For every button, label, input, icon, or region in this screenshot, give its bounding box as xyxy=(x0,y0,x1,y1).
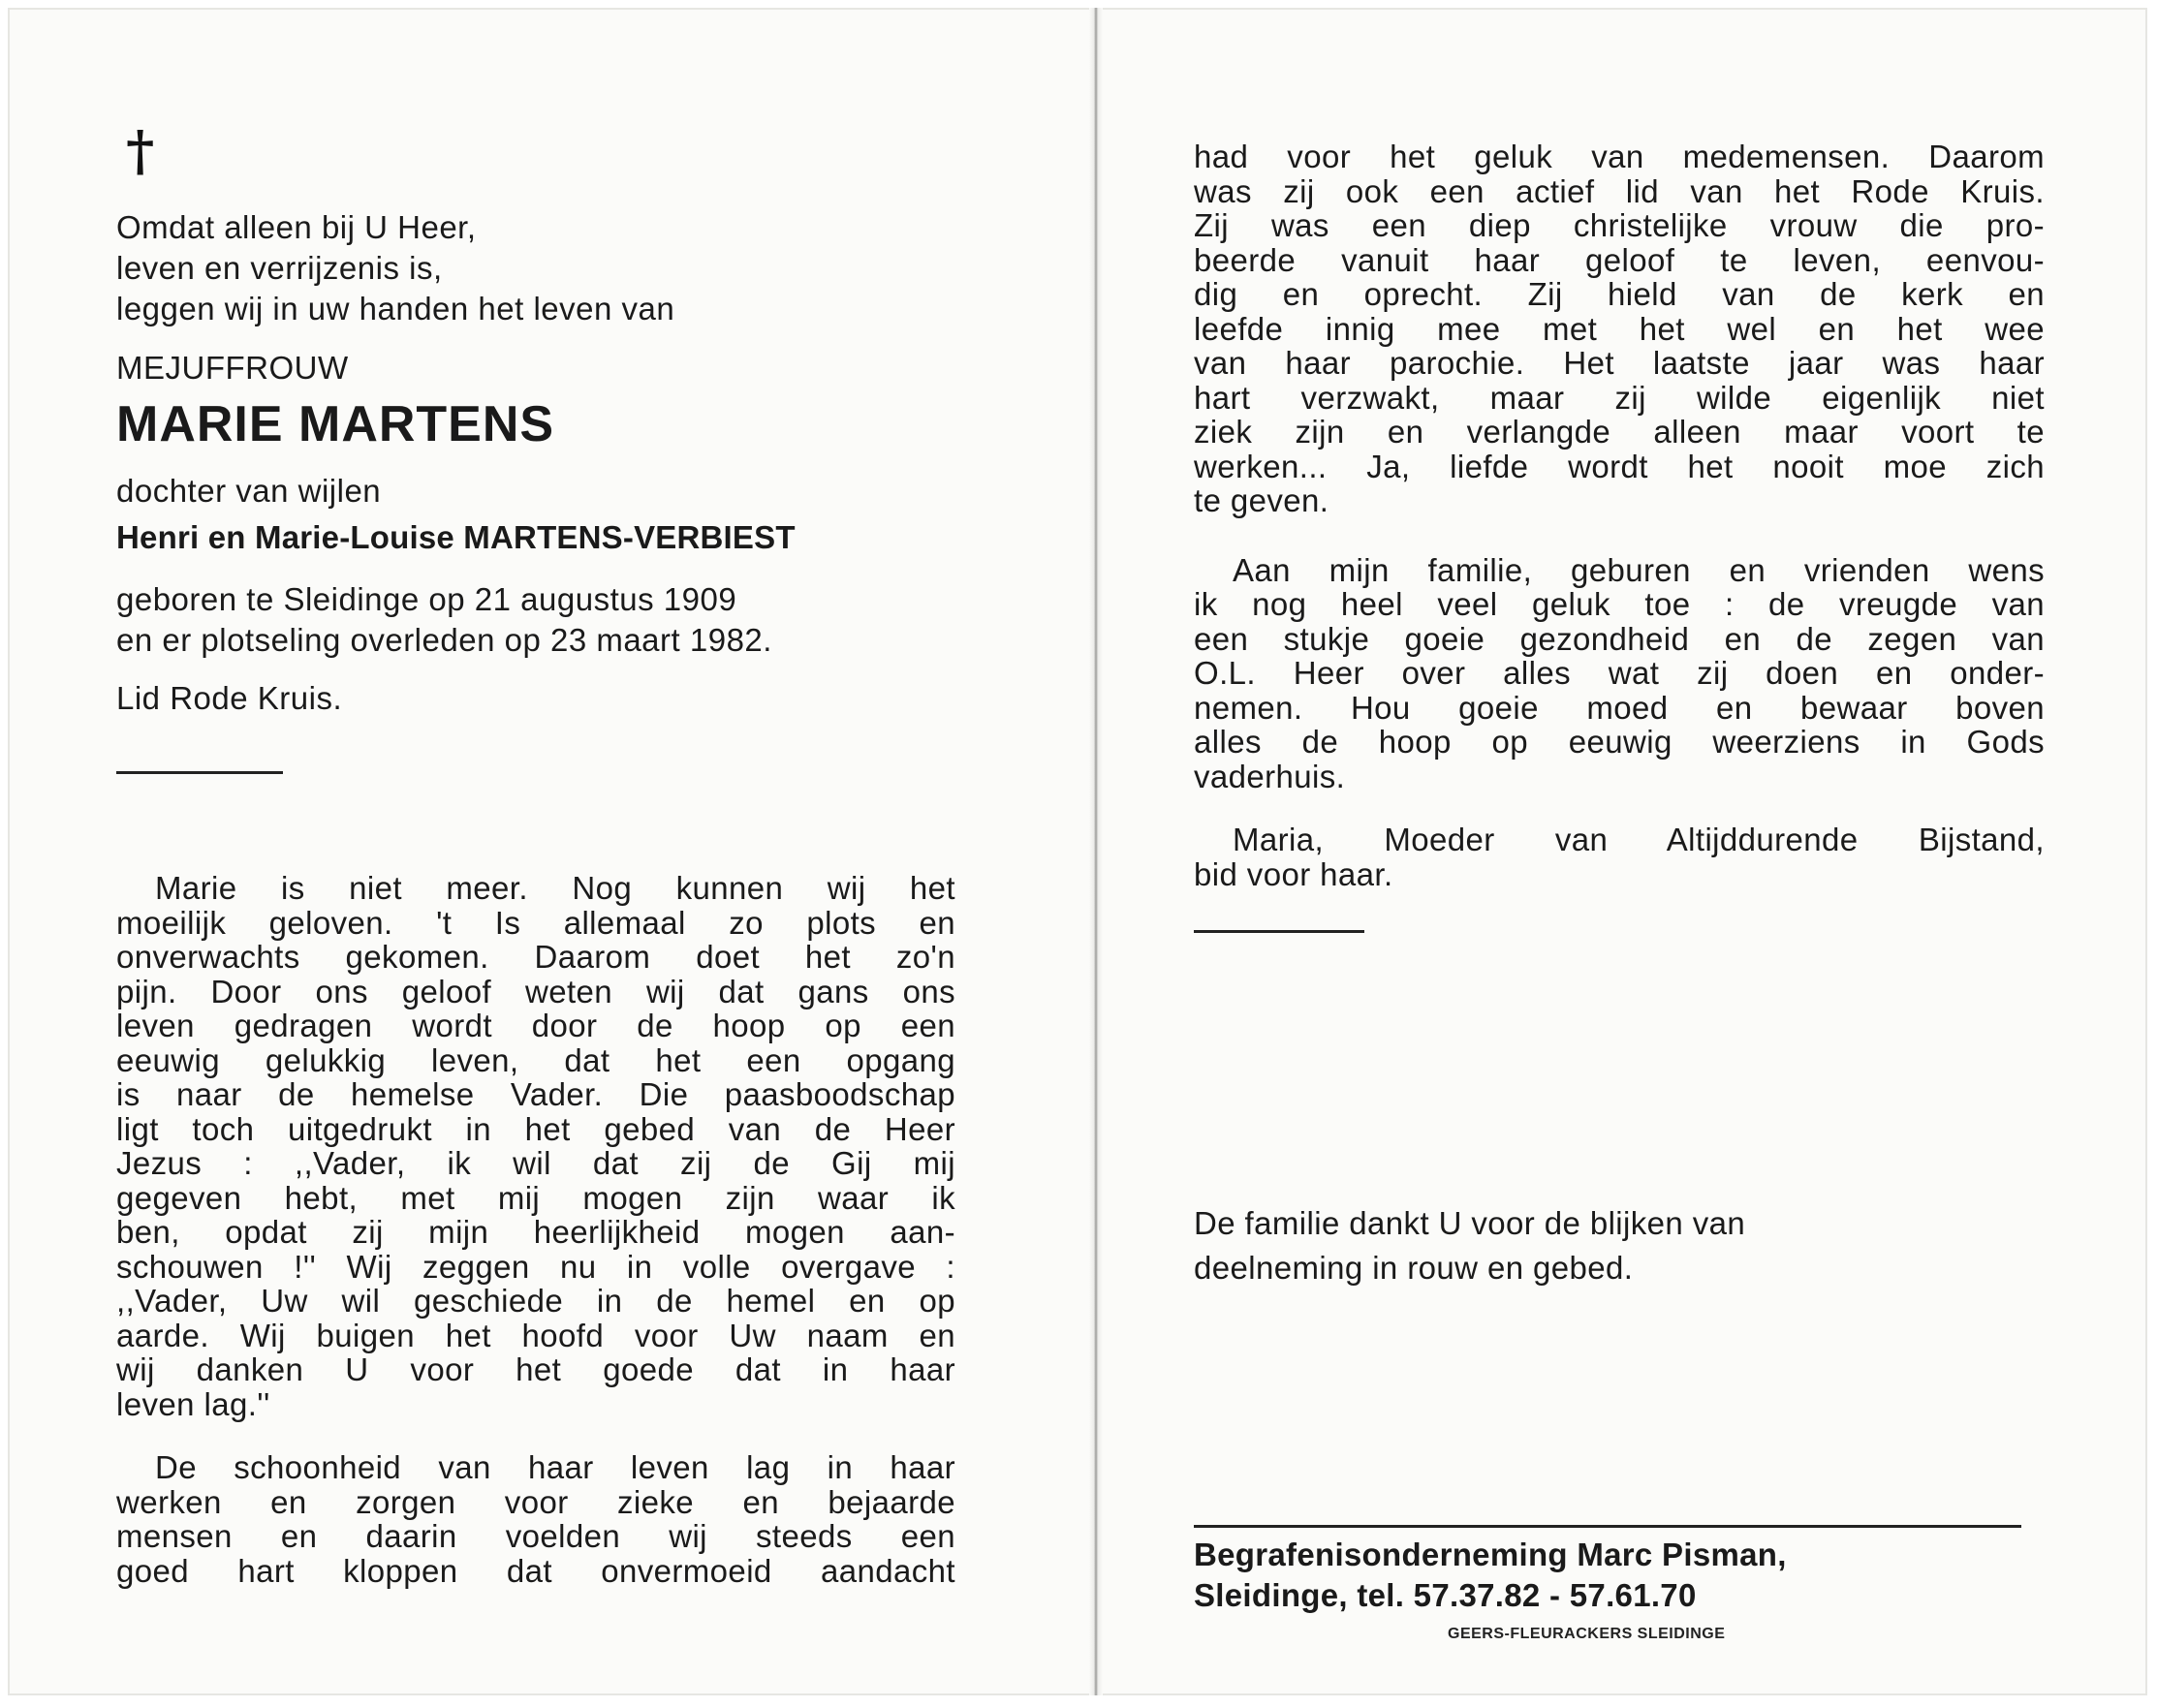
divider xyxy=(1194,1525,2021,1528)
divider xyxy=(1194,930,1364,933)
text-line: beerde vanuit haar geloof te leven, eenvou- xyxy=(1194,241,2045,278)
text-line: deelneming in rouw en gebed. xyxy=(1194,1250,1634,1286)
body-paragraph-3 xyxy=(1194,140,2045,518)
card-fold xyxy=(1089,8,1103,1695)
text-line: goed hart kloppen dat onvermoeid aandacht xyxy=(116,1552,955,1589)
text-line: leven gedragen wordt door de hoop op een xyxy=(116,1008,955,1043)
text-line: Jezus : ,,Vader, ik wil dat zij de Gij mij xyxy=(116,1145,955,1181)
text-line: bid voor haar. xyxy=(1194,855,1393,892)
text-line: Aan mijn familie, geburen en vrienden wens xyxy=(1233,551,2045,588)
parents-names: Henri en Marie-Louise MARTENS-VERBIEST xyxy=(116,519,796,555)
text-line: gegeven hebt, met mij mogen zijn waar ik xyxy=(116,1179,955,1216)
daughter-of: dochter van wijlen xyxy=(116,473,382,509)
text-line: schouwen !'' Wij zeggen nu in volle overgave : xyxy=(116,1248,955,1285)
text-line: ik nog heel veel geluk toe : de vreugde van xyxy=(1194,586,2045,622)
body-paragraph-2 xyxy=(116,1450,955,1588)
prayer xyxy=(1194,823,2045,891)
honorific: MEJUFFROUW xyxy=(116,350,349,386)
intro-verse xyxy=(116,207,955,329)
text-line: aarde. Wij buigen het hoofd voor Uw naam en xyxy=(116,1317,955,1353)
text-line: van haar parochie. Het laatste jaar was haar xyxy=(1194,345,2045,381)
text-line: Marie is niet meer. Nog kunnen wij het xyxy=(155,870,955,906)
intro-line: Omdat alleen bij U Heer, xyxy=(116,209,477,245)
text-line: had voor het geluk van medemensen. Daarom xyxy=(1194,139,2045,174)
text-line: onverwachts gekomen. Daarom doet het zo'n xyxy=(116,939,955,975)
birth-line: geboren te Sleidinge op 21 augustus 1909 xyxy=(116,581,737,617)
text-line: werken... Ja, liefde wordt het nooit moe zich xyxy=(1194,448,2045,484)
text-line: De schoonheid van haar leven lag in haar xyxy=(155,1449,955,1485)
text-line: ligt toch uitgedrukt in het gebed van de Heer xyxy=(116,1110,955,1147)
text-line: te geven. xyxy=(1194,482,1329,518)
text-line: een stukje goeie gezondheid en de zegen van xyxy=(1194,620,2045,657)
text-line: eeuwig gelukkig leven, dat het een opgang xyxy=(116,1041,955,1078)
text-line: vaderhuis. xyxy=(1194,758,1346,794)
text-line: nemen. Hou goeie moed en bewaar boven xyxy=(1194,689,2045,726)
text-line: dig en oprecht. Zij hield van de kerk en xyxy=(1194,276,2045,312)
printer-credit: GEERS-FLEURACKERS SLEIDINGE xyxy=(1448,1626,1726,1642)
death-line: en er plotseling overleden op 23 maart 1982. xyxy=(116,622,772,658)
text-line: moeilijk geloven. 't Is allemaal zo plots en xyxy=(116,904,955,941)
text-line: leefde innig mee met het wel en het wee xyxy=(1194,310,2045,347)
text-line: Begrafenisonderneming Marc Pisman, xyxy=(1194,1537,1787,1572)
intro-line: leven en verrijzenis is, xyxy=(116,250,443,286)
text-line: mensen en daarin voelden wij steeds een xyxy=(116,1518,955,1554)
text-line: hart verzwakt, maar zij wilde eigenlijk niet xyxy=(1194,379,2045,416)
text-line: Maria, Moeder van Altijddurende Bijstand, xyxy=(1233,822,2045,857)
body-paragraph-4 xyxy=(1194,553,2045,794)
text-line: leven lag.'' xyxy=(116,1385,270,1422)
membership-line: Lid Rode Kruis. xyxy=(116,680,343,716)
text-line: is naar de hemelse Vader. Die paasboodschap xyxy=(116,1076,955,1112)
text-line: was zij ook een actief lid van het Rode Kruis. xyxy=(1194,172,2045,209)
deceased-name: MARIE MARTENS xyxy=(116,396,555,452)
right-panel xyxy=(1194,139,2045,1642)
text-line: Sleidinge, tel. 57.37.82 - 57.61.70 xyxy=(1194,1577,1697,1613)
text-line: alles de hoop op eeuwig weerziens in Gods xyxy=(1194,724,2045,760)
text-line: pijn. Door ons geloof weten wij dat gans ons xyxy=(116,973,955,1009)
family-thanks xyxy=(1194,1201,2045,1290)
text-line: wij danken U voor het goede dat in haar xyxy=(116,1351,955,1387)
memorial-card xyxy=(8,8,2147,1695)
intro-line: leggen wij in uw handen het leven van xyxy=(116,291,675,326)
text-line: werken en zorgen voor zieke en bejaarde xyxy=(116,1483,955,1520)
text-line: ziek zijn en verlangde alleen maar voort te xyxy=(1194,414,2045,450)
cross-icon: † xyxy=(126,119,155,183)
left-panel xyxy=(116,119,955,1589)
divider xyxy=(116,771,283,774)
text-line: Zij was een diep christelijke vrouw die pro- xyxy=(1194,207,2045,243)
text-line: O.L. Heer over alles wat zij doen en onder- xyxy=(1194,655,2045,691)
text-line: ,,Vader, Uw wil geschiede in de hemel en op xyxy=(116,1283,955,1319)
text-line: ben, opdat zij mijn heerlijkheid mogen aan- xyxy=(116,1214,955,1250)
funeral-director xyxy=(1194,1535,2045,1616)
text-line: De familie dankt U voor de blijken van xyxy=(1194,1205,1746,1241)
body-paragraph-1 xyxy=(116,871,955,1421)
